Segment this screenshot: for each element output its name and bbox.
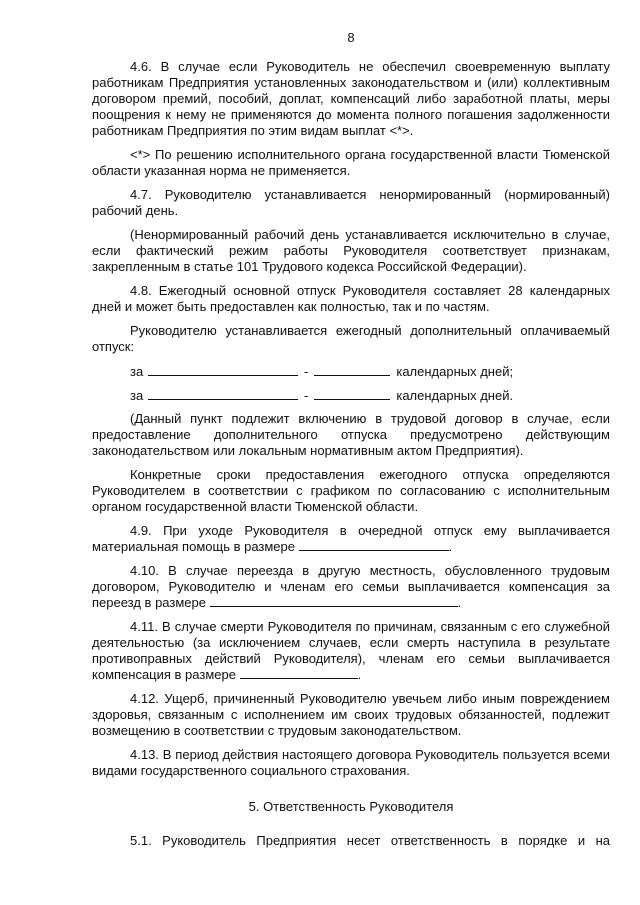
- fill-row-dash: -: [304, 388, 309, 403]
- fill-row-dash: -: [304, 364, 309, 379]
- clause-4-11: [92, 619, 610, 683]
- clause-4-9-text: 4.9. При уходе Руководителя в очередной отпуск ему выплачивается материальная помощь в размере: [92, 523, 610, 554]
- fill-row-prefix: за: [130, 364, 144, 379]
- clause-4-8: 4.8. Ежегодный основной отпуск Руководителя составляет 28 календарных дней и может быть предоставлен как полностью, так и по частям.: [92, 283, 610, 314]
- clause-4-7: 4.7. Руководителю устанавливается ненормированный (нормированный) рабочий день.: [92, 187, 610, 218]
- fill-row-2: [130, 387, 610, 404]
- clause-4-10: [92, 563, 610, 611]
- page-number: 8: [347, 30, 355, 45]
- blank-line: [314, 387, 390, 400]
- clause-4-9: [92, 523, 610, 555]
- clause-4-9-end: .: [448, 539, 453, 554]
- clause-4-10-end: .: [457, 595, 462, 610]
- fill-row-prefix: за: [130, 388, 144, 403]
- clause-4-7-note: (Ненормированный рабочий день устанавливается исключительно в случае, если фактический режим работы Руководителя соответствует признакам, закрепленным в статье 101 Трудового кодекса Российской Федерации).: [92, 227, 610, 274]
- clause-4-11-text: 4.11. В случае смерти Руководителя по причинам, связанным с его служебной деятельностью (за исключением случаев, если смерть наступила в результате противоправных действий Руководителя), членам его семьи выплачивается компенсация в размере: [92, 619, 610, 682]
- clause-4-11-end: .: [357, 667, 362, 682]
- section-5-title: 5. Ответственность Руководителя: [248, 799, 454, 814]
- blank-line: [148, 387, 298, 400]
- blank-line: [314, 363, 390, 376]
- fill-row-suffix: календарных дней;: [396, 364, 514, 379]
- clause-4-8-note: (Данный пункт подлежит включению в трудовой договор в случае, если предоставление дополнительного отпуска предусмотрено действующим законодательством или локальным нормативным актом Предприятия).: [92, 411, 610, 458]
- clause-4-12: 4.12. Ущерб, причиненный Руководителю увечьем либо иным повреждением здоровья, связанным с исполнением им своих трудовых обязанностей, подлежит возмещению в соответствии с трудовым законодательством.: [92, 691, 610, 738]
- clause-4-8-terms: Конкретные сроки предоставления ежегодного отпуска определяются Руководителем в соответствии с графиком по согласованию с исполнительным органом государственной власти Тюменской области.: [92, 467, 610, 514]
- blank-line: [148, 363, 298, 376]
- blank-line: [299, 539, 449, 551]
- clause-4-6: 4.6. В случае если Руководитель не обеспечил своевременную выплату работникам Предприятия установленных законодательством и (или) коллективным договором премий, пособий, доплат, компенсаций либо заработной платы, меры поощрения к нему не применяются до момента полного погашения задолженности работникам Предприятия по этим видам выплат <*>.: [92, 59, 610, 138]
- blank-line: [240, 667, 358, 679]
- fill-row-1: [130, 363, 610, 380]
- clause-4-13: 4.13. В период действия настоящего договора Руководитель пользуется всеми видами государственного социального страхования.: [92, 747, 610, 778]
- clause-4-10-text: 4.10. В случае переезда в другую местность, обусловленного трудовым договором, Руководителю и членам его семьи выплачивается компенсация за переезд в размере: [92, 563, 610, 610]
- blank-line: [210, 595, 458, 607]
- footnote: <*> По решению исполнительного органа государственной власти Тюменской области указанная норма не применяется.: [92, 147, 610, 178]
- fill-row-suffix: календарных дней.: [396, 388, 514, 403]
- clause-5-1: 5.1. Руководитель Предприятия несет ответственность в порядке и на: [130, 833, 610, 848]
- clause-4-8-additional: Руководителю устанавливается ежегодный дополнительный оплачиваемый отпуск:: [92, 323, 610, 354]
